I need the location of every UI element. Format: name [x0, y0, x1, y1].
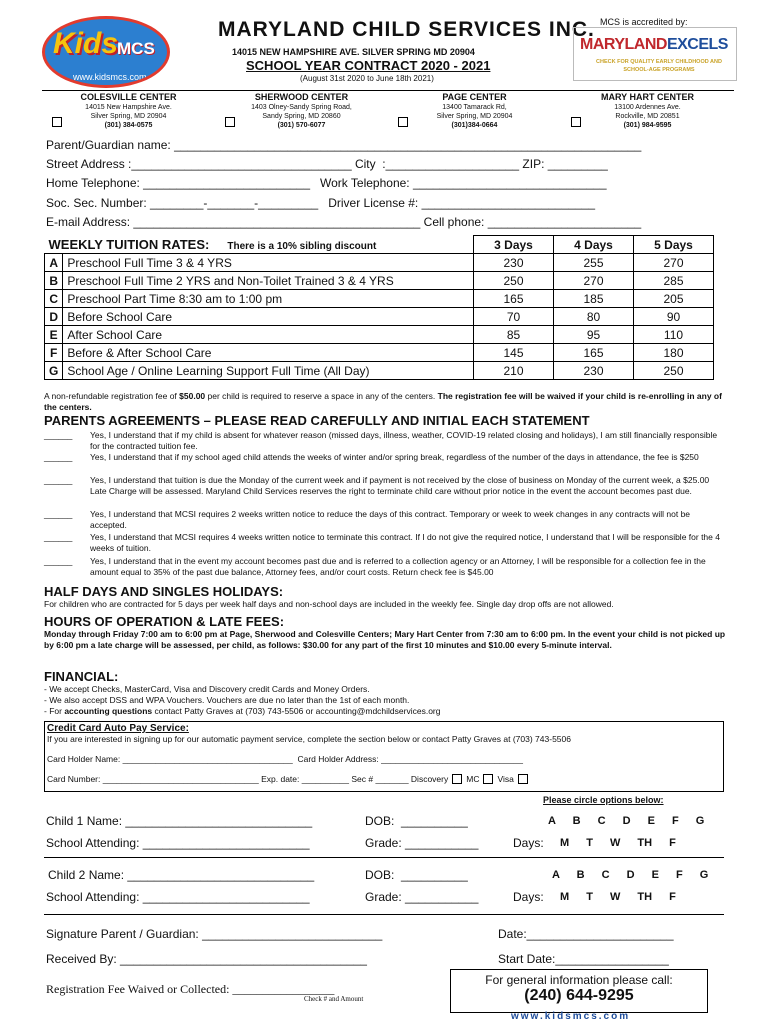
circle-options-label: Please circle options below:: [543, 795, 664, 805]
initial-blank[interactable]: ______: [44, 452, 73, 462]
center-page: [388, 91, 561, 132]
rate-3: 165: [474, 290, 554, 308]
child1-school-field[interactable]: School Attending: _________________________: [46, 836, 310, 850]
fin-c: contact Patty Graves at (703) 743-5506 or accounting@mdchildservices.org: [152, 706, 441, 716]
center-mary-hart: [561, 91, 734, 132]
center-line2: Silver Spring, MD 20904: [90, 113, 167, 120]
info-text: For general information please call:: [485, 973, 673, 987]
rate-5: 180: [634, 344, 714, 362]
center-checkbox[interactable]: [398, 117, 408, 127]
financial-text: [44, 684, 728, 717]
financial-line: - We accept Checks, MasterCard, Visa and Discovery credit Cards and Money Orders.: [44, 684, 370, 694]
logo-kids-text: Kids: [53, 27, 119, 60]
center-name: SHERWOOD CENTER: [254, 92, 349, 102]
child1-name-field[interactable]: Child 1 Name: ____________________________: [46, 814, 313, 828]
rate-3: 70: [474, 308, 554, 326]
half-days-title: HALF DAYS AND SINGLES HOLIDAYS:: [44, 584, 284, 599]
tuition-row: [45, 344, 714, 362]
agreement-text: Yes, I understand that tuition is due the Monday of the current week and if payment is not received by the close of business on Monday of the current week, a $25.00 Late Charge will be assessed. Maryland Child Services reserves the right to terminate child care without prior notice in the event the account becomes past due.: [90, 475, 710, 496]
center-checkbox[interactable]: [225, 117, 235, 127]
agreements-title: PARENTS AGREEMENTS – PLEASE READ CAREFULLY AND INITIAL EACH STATEMENT: [44, 413, 590, 428]
rate-4: 95: [554, 326, 634, 344]
center-line2: Sandy Spring, MD 20860: [262, 113, 341, 120]
center-checkbox[interactable]: [571, 117, 581, 127]
regfee-waived: The registration fee will be waived if your child is re-enrolling in any of the centers.: [44, 391, 722, 412]
divider: [44, 857, 724, 858]
cc-number-field[interactable]: [47, 774, 528, 784]
ssn-license-field[interactable]: Soc. Sec. Number: ________-_______-_________ Driver License #: __________________________: [46, 196, 596, 210]
center-line1: 14015 New Hampshire Ave.: [85, 104, 172, 111]
child1-days-options[interactable]: M T W TH F: [560, 837, 676, 849]
excels-a: MARYLAND: [580, 36, 667, 53]
rate-3: 250: [474, 272, 554, 290]
center-line1: 13100 Ardennes Ave.: [614, 104, 681, 111]
agreement-text: Yes, I understand that MCSI requires 2 weeks written notice to reduce the days of this contract. Temporary or week to week changes in any contracts will not be accepted.: [90, 509, 691, 530]
center-phone: (301) 384-0575: [104, 122, 153, 129]
logo-web-text: www.kidsmcs.com: [73, 72, 147, 82]
kids-mcs-logo: [42, 16, 170, 88]
info-box: [450, 969, 708, 1013]
row-desc: Preschool Full Time 2 YRS and Non-Toilet Trained 3 & 4 YRS: [63, 272, 474, 290]
street-address-field[interactable]: Street Address :_________________________________ City :____________________ ZIP: _________: [46, 157, 608, 171]
tuition-heading-cell: [45, 236, 474, 254]
row-key: C: [45, 290, 63, 308]
centers-row: [42, 90, 734, 132]
page-title: MARYLAND CHILD SERVICES INC.: [218, 18, 595, 41]
fin-b: accounting questions: [64, 706, 153, 716]
rate-4: 80: [554, 308, 634, 326]
initial-blank[interactable]: ______: [44, 509, 73, 519]
agreement-text: Yes, I understand that if my child is absent for whatever reason (missed days, illness, weather, COVID-19 related closing and holidays), I am still financially responsible for the contracted tuition fee.: [90, 430, 718, 451]
maryland-excels-logo: [573, 27, 737, 81]
row-key: B: [45, 272, 63, 290]
tuition-table: [44, 235, 714, 380]
child1-dob-field[interactable]: DOB: __________: [365, 814, 468, 828]
financial-title: FINANCIAL:: [44, 669, 119, 684]
initial-blank[interactable]: ______: [44, 475, 73, 485]
tuition-row: [45, 326, 714, 344]
child2-days-options[interactable]: M T W TH F: [560, 891, 676, 903]
signature-date-field[interactable]: Date:______________________: [498, 927, 674, 941]
col-3-days: 3 Days: [474, 236, 554, 254]
row-desc: Before & After School Care: [63, 344, 474, 362]
received-by-field[interactable]: Received By: _____________________________________: [46, 952, 367, 966]
tuition-row: [45, 272, 714, 290]
rate-4: 185: [554, 290, 634, 308]
visa-checkbox[interactable]: [518, 774, 528, 784]
row-key: E: [45, 326, 63, 344]
child2-name-field[interactable]: Child 2 Name: ____________________________: [48, 868, 315, 882]
agreement-item: [44, 532, 726, 554]
child2-dob-field[interactable]: DOB: __________: [365, 868, 468, 882]
agreement-item: [44, 556, 726, 578]
center-phone: (301) 984-9595: [623, 122, 672, 129]
mc-label: MC: [466, 774, 480, 784]
credit-card-box: [44, 721, 724, 792]
mc-checkbox[interactable]: [483, 774, 493, 784]
center-phone: (301)384-0664: [451, 122, 498, 129]
rate-3: 230: [474, 254, 554, 272]
child2-days-label: Days:: [513, 890, 544, 904]
logo-mcs-text: MCS: [117, 39, 155, 58]
center-line2: Silver Spring, MD 20904: [436, 113, 513, 120]
tuition-header-row: [45, 236, 714, 254]
agreement-item: [44, 452, 726, 463]
agreement-text: Yes, I understand that if my school aged child attends the weeks of winter and/or spring break, regardless of the number of the days in attendance, the fee is $250: [90, 452, 699, 462]
agreement-text: Yes, I understand that MCSI requires 4 weeks written notice to terminate this contract. If I do not give the required notice, I understand that I will be responsible for the 4 weeks of tuition.: [90, 532, 720, 553]
rate-3: 210: [474, 362, 554, 380]
row-key: D: [45, 308, 63, 326]
tuition-heading: WEEKLY TUITION RATES:: [48, 236, 210, 252]
center-line1: 1403 Olney-Sandy Spring Road,: [251, 104, 352, 111]
half-days-text: For children who are contracted for 5 days per week half days and non-school days are included in the weekly fee. Single day drop offs are not allowed.: [44, 599, 614, 609]
center-line2: Rockville, MD 20851: [615, 113, 680, 120]
tuition-row: [45, 362, 714, 380]
tuition-row: [45, 254, 714, 272]
rate-5: 285: [634, 272, 714, 290]
website-link[interactable]: www.kidsmcs.com: [511, 1011, 631, 1022]
regfee-c: per child is required to reserve a space in any of the centers.: [205, 391, 438, 401]
child2-grade-field[interactable]: Grade: ___________: [365, 890, 479, 904]
regfee-amount: $50.00: [179, 391, 206, 401]
agreement-item: [44, 509, 726, 531]
registration-fee-note: [44, 391, 726, 413]
registration-fee-field[interactable]: Registration Fee Waived or Collected: _________________: [46, 982, 335, 996]
hours-text: Monday through Friday 7:00 am to 6:00 pm at Page, Sherwood and Colesville Centers; Mary Hart Center from 7:30 am to 6:00 pm. In the event your child is not picked up by 6:00 pm a late charge will be assessed, per child, as follows: $30.00 for any part of the first 10 minutes and $10.00 every 5-minute interval.: [44, 629, 726, 650]
row-desc: Preschool Part Time 8:30 am to 1:00 pm: [63, 290, 474, 308]
col-5-days: 5 Days: [634, 236, 714, 254]
row-key: F: [45, 344, 63, 362]
financial-line: [44, 706, 728, 717]
child2-school-field[interactable]: School Attending: _________________________: [46, 890, 310, 904]
center-name: PAGE CENTER: [442, 92, 507, 102]
excels-b: EXCELS: [666, 36, 728, 53]
check-amount-label: Check # and Amount: [304, 995, 364, 1003]
rate-4: 230: [554, 362, 634, 380]
child2-program-options[interactable]: A B C D E F G: [552, 869, 709, 881]
row-key: A: [45, 254, 63, 272]
rate-5: 90: [634, 308, 714, 326]
row-key: G: [45, 362, 63, 380]
discovery-checkbox[interactable]: [452, 774, 462, 784]
rate-4: 255: [554, 254, 634, 272]
sibling-discount: There is a 10% sibling discount: [227, 240, 377, 252]
header-address: 14015 NEW HAMPSHIRE AVE. SILVER SPRING MD 20904: [232, 47, 475, 57]
accredited-label: MCS is accredited by:: [600, 17, 688, 27]
child1-days-label: Days:: [513, 836, 544, 850]
row-desc: Preschool Full Time 3 & 4 YRS: [63, 254, 474, 272]
cc-title: Credit Card Auto Pay Service:: [47, 723, 189, 734]
child1-grade-field[interactable]: Grade: ___________: [365, 836, 479, 850]
rate-3: 145: [474, 344, 554, 362]
center-phone: (301) 570-6077: [277, 122, 326, 129]
visa-label: Visa: [497, 774, 514, 784]
agreement-text: Yes, I understand that in the event my account becomes past due and is referred to a collection agency or an Attorney, I will be responsible for a collection fee in the amount equal to 35% of the past due balance, Attorney fees, and/or court costs. Return check fee is $45.00: [90, 556, 706, 577]
rate-5: 270: [634, 254, 714, 272]
row-desc: After School Care: [63, 326, 474, 344]
center-sherwood: [215, 91, 388, 132]
initial-blank[interactable]: ______: [44, 532, 73, 542]
rate-3: 85: [474, 326, 554, 344]
center-name: COLESVILLE CENTER: [80, 92, 177, 102]
child1-program-options[interactable]: A B C D E F G: [548, 815, 705, 827]
initial-blank[interactable]: ______: [44, 430, 73, 440]
row-desc: School Age / Online Learning Support Full Time (All Day): [63, 362, 474, 380]
contract-dates: (August 31st 2020 to June 18th 2021): [300, 74, 434, 83]
center-name: MARY HART CENTER: [600, 92, 694, 102]
cc-intro: If you are interested in signing up for our automatic payment service, complete the section below or contact Patty Graves at (703) 743-5506: [47, 734, 571, 744]
rate-5: 110: [634, 326, 714, 344]
fin-a: - For: [44, 706, 65, 716]
row-desc: Before School Care: [63, 308, 474, 326]
telephone-field[interactable]: Home Telephone: _________________________ Work Telephone: _____________________________: [46, 176, 607, 190]
regfee-a: A non-refundable registration fee of: [44, 391, 180, 401]
rate-4: 165: [554, 344, 634, 362]
rate-5: 205: [634, 290, 714, 308]
excels-tagline: CHECK FOR QUALITY EARLY CHILDHOOD AND SCHOOL-AGE PROGRAMS: [596, 59, 722, 73]
financial-line: - We also accept DSS and WPA Vouchers. Vouchers are due no later than the 1st of each month.: [44, 695, 410, 705]
initial-blank[interactable]: ______: [44, 556, 73, 566]
rate-4: 270: [554, 272, 634, 290]
info-phone: (240) 644-9295: [524, 987, 634, 1004]
center-colesville: [42, 91, 215, 132]
cc-number-text: Card Number: _________________________________ Exp. date: __________ Sec # _______ Discovery: [47, 774, 449, 784]
start-date-field[interactable]: Start Date:_________________: [498, 952, 669, 966]
col-4-days: 4 Days: [554, 236, 634, 254]
hours-title: HOURS OF OPERATION & LATE FEES:: [44, 614, 285, 629]
parent-name-field[interactable]: Parent/Guardian name: ______________________________________________________________________: [46, 138, 642, 152]
email-cell-field[interactable]: E-mail Address: ___________________________________________ Cell phone: _______________________: [46, 215, 642, 229]
cc-holder-field[interactable]: Card Holder Name: ____________________________________ Card Holder Address: ______________________________: [47, 754, 523, 764]
agreement-item: [44, 430, 726, 452]
tuition-row: [45, 308, 714, 326]
center-checkbox[interactable]: [52, 117, 62, 127]
contract-title: SCHOOL YEAR CONTRACT 2020 - 2021: [246, 58, 491, 73]
tuition-row: [45, 290, 714, 308]
agreement-item: [44, 475, 726, 497]
center-line1: 13400 Tamarack Rd,: [442, 104, 507, 111]
signature-field[interactable]: Signature Parent / Guardian: ___________________________: [46, 927, 383, 941]
divider: [44, 914, 724, 915]
rate-5: 250: [634, 362, 714, 380]
